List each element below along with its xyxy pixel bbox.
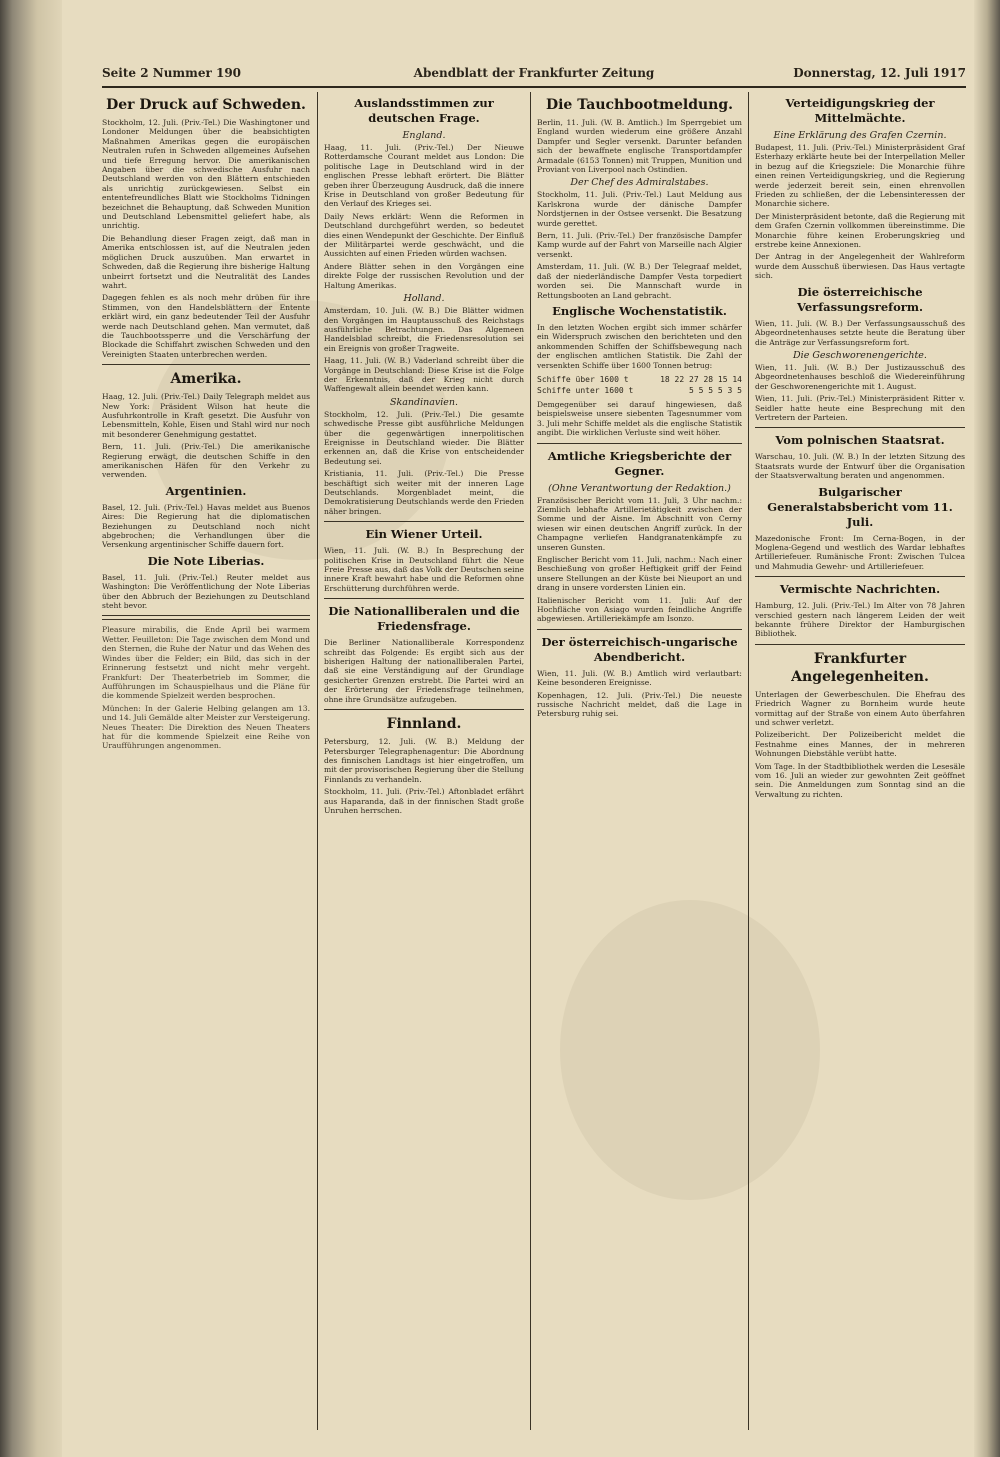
article-headline: Finnland. <box>386 716 462 733</box>
article-paragraph: Wien, 11. Juli. (Priv.-Tel.) Ministerpräsident Ritter v. Seidler hatte heute eine Besprechung mit den Vertretern der Parteien. <box>755 394 965 422</box>
article-paragraph: Daily News erklärt: Wenn die Reformen in Deutschland durchgeführt werden, so bedeutet dies einen Wendepunkt der Geschichte. Der Einfluß der Militärpartei werde geschwächt, und die Aussichten auf einen Frieden würden wachsen. <box>324 211 524 259</box>
article-paragraph: Die Behandlung dieser Fragen zeigt, daß man in Amerika entschlossen ist, auf die Neutralen jeden möglichen Druck auszuüben. Man erwartet in Schweden, daß die Regierung ihre bisherige Haltung unbeirrt fortsetzt und die Neutralität des Landes wahrt. <box>102 233 310 290</box>
article-headline: Verteidigungskrieg der Mittelmächte. <box>785 96 935 125</box>
article-paragraph: Basel, 11. Juli. (Priv.-Tel.) Reuter meldet aus Washington: Die Veröffentlichung der Note Liberias über den Abbruch der Beziehungen zu Deutschland steht bevor. <box>102 572 310 611</box>
article-paragraph: Dagegen fehlen es als noch mehr drüben für ihre Stimmen, von den Handelsblättern der Entente erklärt wird, ein ganz bedeutender Teil der Ausfuhr werde nach Deutschland gehen. Man vermutet, daß die Tauchbootssperre und die Verschärfung der Blockade die Schiffahrt zwischen Schweden und den Vereinigten Staaten unterbrechen werden. <box>102 293 310 359</box>
section-subheading: Holland. <box>403 293 445 305</box>
issue-date: Donnerstag, 12. Juli 1917 <box>793 66 966 80</box>
article-headline: Die österreichische Verfassungsreform. <box>796 284 924 314</box>
article-paragraph: Der Ministerpräsident betonte, daß die Regierung mit dem Grafen Czernin vollkommen übereinstimme. Die Monarchie führe keinen Eroberungskrieg und erstrebe keine Annexionen. <box>755 211 965 250</box>
section-subheading: England. <box>402 130 446 141</box>
column-divider <box>317 92 318 1430</box>
masthead: Abendblatt der Frankfurter Zeitung <box>413 66 655 80</box>
article-headline: Argentinien. <box>165 483 247 498</box>
feuilleton-paragraph: Pleasure mirabilis, die Ende April bei warmem Wetter. Feuilleton: Die Tage zwischen dem Mond und den Sternen, die Ruhe der Natur und das Wehen des Windes über die Felder; ein Bild, das sich in der Erinnerung festsetzt und nicht mehr vergeht. Frankfurt: Der Theaterbetrieb im Sommer, die Aufführungen im Schauspielhaus und die Pläne für die kommende Spielzeit werden besprochen. <box>102 625 310 701</box>
article-paragraph: Basel, 12. Juli. (Priv.-Tel.) Havas meldet aus Buenos Aires: Die Regierung hat die diplomatischen Beziehungen zu Deutschland noch nicht abgebrochen; die Verhandlungen über die Versenkung argentinischer Schiffe dauern fort. <box>102 502 310 550</box>
row-values: 5 5 5 5 3 5 <box>689 385 742 395</box>
section-subheading: Skandinavien. <box>389 396 459 408</box>
section-rule <box>537 629 742 630</box>
column-divider <box>748 92 749 1430</box>
article-paragraph: Haag, 11. Juli. (Priv.-Tel.) Der Nieuwe Rotterdamsche Courant meldet aus London: Die politische Lage in Deutschland wird in der englischen Presse lebhaft erörtert. Die Blätter geben ihrer Überzeugung Ausdruck, daß die innere Krise in Deutschland von großer Bedeutung für den Verlauf des Krieges sei. <box>324 143 524 209</box>
table-row <box>537 385 742 396</box>
article-headline: Bulgarischer Generalstabsbericht vom 11. Juli. <box>767 484 953 529</box>
article-paragraph: Unterlagen der Gewerbeschulen. Die Ehefrau des Friedrich Wagner zu Bornheim wurde heute vormittag auf der Straße von einem Auto überfahren und schwer verletzt. <box>755 689 965 728</box>
article-headline: Englische Wochenstatistik. <box>552 303 727 318</box>
article-headline: Die Tauchbootmeldung. <box>545 97 734 113</box>
section-rule <box>324 521 524 522</box>
section-rule <box>755 576 965 577</box>
header-rule <box>102 86 966 88</box>
section-rule <box>324 709 524 710</box>
article-paragraph: Wien, 11. Juli. (W. B.) Der Verfassungsausschuß des Abgeordnetenhauses setzte heute die Beratung über die Anträge zur Verfassungsreform fort. <box>755 318 965 347</box>
article-paragraph: Stockholm, 11. Juli. (Priv.-Tel.) Laut Meldung aus Karlskrona wurde der dänische Dampfer Nordstjernen in der Ostsee versenkt. Die Besatzung wurde gerettet. <box>537 190 742 228</box>
page-header <box>102 66 966 84</box>
article-paragraph: Polizeibericht. Der Polizeibericht meldet die Festnahme eines Mannes, der in mehreren Wohnungen Diebstähle verübt hatte. <box>755 730 965 759</box>
row-values: 18 22 27 28 15 14 <box>660 374 742 384</box>
article-paragraph: Kopenhagen, 12. Juli. (Priv.-Tel.) Die neueste russische Nachricht meldet, daß die Lage in Petersburg ruhig sei. <box>537 690 742 719</box>
column-3 <box>537 92 742 1430</box>
signature-line: Der Chef des Admiralstabes. <box>570 177 709 189</box>
article-paragraph: Andere Blätter sehen in den Vorgängen eine direkte Folge der russischen Revolution und der Haltung Amerikas. <box>324 261 524 290</box>
page-number: Seite 2 Nummer 190 <box>102 66 242 80</box>
article-paragraph: Vom Tage. In der Stadtbibliothek werden die Lesesäle vom 16. Juli an wieder zur gewohnten Zeit geöffnet sein. Die Anmeldungen zum Sonntag sind an die Verwaltung zu richten. <box>755 761 965 799</box>
article-headline: Vom polnischen Staatsrat. <box>775 433 945 448</box>
article-headline: Die Nationalliberalen und die Friedensfrage. <box>328 604 520 634</box>
article-headline: Die Note Liberias. <box>147 553 265 568</box>
article-paragraph: Wien, 11. Juli. (W. B.) In Besprechung der politischen Krise in Deutschland führt die Neue Freie Presse aus, daß das Volk der Deutschen seine innere Kraft bewahrt habe und die Reformen ohne Erschütterung durchführen werde. <box>324 546 524 593</box>
article-paragraph: Demgegenüber sei darauf hingewiesen, daß beispielsweise unsere siebenten Tagesnummer vom 3. Juli mehr Schiffe meldet als die englische Statistik angibt. Die wirklichen Verluste sind weit höher. <box>537 399 742 438</box>
row-label: Schiffe über 1600 t <box>537 374 629 384</box>
article-paragraph: Italienischer Bericht vom 11. Juli: Auf der Hochfläche von Asiago wurden feindliche Angriffe abgewiesen. Artilleriekämpfe am Isonzo. <box>537 595 742 624</box>
article-paragraph: Budapest, 11. Juli. (Priv.-Tel.) Ministerpräsident Graf Esterhazy erklärte heute bei der Interpellation Meller in bezug auf die Kriegsziele: Die Monarchie führe einen reinen Verteidigungskrieg, und die Regierung werde jederzeit bereit sein, einen ehrenvollen Frieden zu schließen, der die Lebensinteressen der Monarchie sichere. <box>755 143 965 209</box>
column-1 <box>102 92 310 1430</box>
article-headline: Der österreichisch-ungarische Abendbericht. <box>541 634 738 664</box>
article-headline: Amtliche Kriegsberichte der Gegner. <box>547 448 732 478</box>
section-rule <box>755 427 965 428</box>
article-paragraph: Wien, 11. Juli. (W. B.) Der Justizausschuß des Abgeordnetenhauses beschloß die Wiedereinführung der Geschworenengerichte mit 1. August. <box>755 362 965 391</box>
article-headline: Vermischte Nachrichten. <box>779 582 941 597</box>
article-paragraph: Stockholm, 12. Juli. (Priv.-Tel.) Die Washingtoner und Londoner Meldungen über die beabsichtigten Maßnahmen Amerikas gegen die europäischen Neutralen rufen in Schweden allgemeines Aufsehen und tiefe Erregung hervor. Die amerikanischen Angaben über die schwedische Ausfuhr nach Deutschland werden von den Blättern entschieden als unrichtig zurückgewiesen. Selbst ein ententefreundliches Blatt wie Stockholms Tidningen bezeichnet die Behauptung, daß Schweden Munition und Deutschland Lebensmittel geliefert habe, als unrichtig. <box>102 118 310 231</box>
article-paragraph: Stockholm, 12. Juli. (Priv.-Tel.) Die gesamte schwedische Presse gibt ausführliche Meldungen über die gegenwärtigen innerpolitischen Ereignisse in Deutschland wieder. Die Blätter erkennen an, daß die Krise von entscheidender Bedeutung sei. <box>324 409 524 466</box>
page-right-edge <box>974 0 1000 1457</box>
article-paragraph: Die Berliner Nationalliberale Korrespondenz schreibt das Folgende: Es ergibt sich aus der bisherigen Haltung der nationalliberalen Partei, daß sie eine Verständigung auf der Grundlage gesicherter Grenzen erstrebt. Die Partei wird an der Erörterung der Friedensfrage teilnehmen, ohne ihre Grundsätze aufzugeben. <box>324 638 524 704</box>
newspaper-page <box>84 52 968 1432</box>
article-paragraph: Warschau, 10. Juli. (W. B.) In der letzten Sitzung des Staatsrats wurde der Entwurf über die Organisation der Staatsverwaltung beraten und angenommen. <box>755 452 965 481</box>
column-2 <box>324 92 524 1430</box>
article-headline: Frankfurter Angelegenheiten. <box>791 650 929 685</box>
article-paragraph: Bern, 11. Juli. (Priv.-Tel.) Der französische Dampfer Kamp wurde auf der Fahrt von Marseille nach Algier versenkt. <box>537 231 742 259</box>
book-binding-edge <box>0 0 62 1457</box>
article-paragraph: Berlin, 11. Juli. (W. B. Amtlich.) Im Sperrgebiet um England wurden wiederum eine größere Anzahl Dampfer und Segler versenkt. Darunter befanden sich der bewaffnete englische Transportdampfer Armadale (6153 Tonnen) mit Truppen, Munition und Proviant von Liverpool nach Ostindien. <box>537 118 742 175</box>
article-paragraph: Bern, 11. Juli. (Priv.-Tel.) Die amerikanische Regierung erwägt, die deutschen Schiffe in den amerikanischen Häfen für den Verkehr zu verwenden. <box>102 442 310 480</box>
article-paragraph: Hamburg, 12. Juli. (Priv.-Tel.) Im Alter von 78 Jahren verschied gestern nach längerem Leiden der weit bekannte frühere Direktor der Hamburgischen Bibliothek. <box>755 601 965 639</box>
column-divider <box>530 92 531 1430</box>
article-paragraph: In den letzten Wochen ergibt sich immer schärfer ein Widerspruch zwischen den berichteten und den ankommenden Schiffen der Schiffsbewegung nach der englischen amtlichen Statistik. Die Zahl der versenkten Schiffe über 1600 Tonnen betrug: <box>537 322 742 370</box>
section-subheading: Eine Erklärung des Grafen Czernin. <box>773 130 947 141</box>
section-rule <box>102 364 310 365</box>
article-headline: Ein Wiener Urteil. <box>365 527 483 542</box>
section-rule <box>755 644 965 645</box>
table-row <box>537 374 742 385</box>
section-subheading: Die Geschworenengerichte. <box>793 349 927 361</box>
article-paragraph: Der Antrag in der Angelegenheit der Wahlreform wurde dem Ausschuß überwiesen. Das Haus vertagte sich. <box>755 252 965 281</box>
article-paragraph: Amsterdam, 10. Juli. (W. B.) Die Blätter widmen den Vorgängen im Hauptausschuß des Reichstags ausführliche Betrachtungen. Das Algemeen Handelsblad schreibt, die Friedensresolution sei ein Ereignis von großer Tragweite. <box>324 306 524 353</box>
article-paragraph: Französischer Bericht vom 11. Juli, 3 Uhr nachm.: Ziemlich lebhafte Artillerietätigkeit zwischen der Somme und der Aisne. Im Abschnitt von Cerny wiesen wir einen deutschen Angriff zurück. In der Champagne verliefen Handgranatenkämpfe zu unseren Gunsten. <box>537 495 742 552</box>
article-headline: Amerika. <box>170 371 242 388</box>
article-paragraph: Petersburg, 12. Juli. (W. B.) Meldung der Petersburger Telegraphenagentur: Die Abordnung des finnischen Landtags ist hier eingetroffen, um mit der provisorischen Regierung über die Stellung Finnlands zu verhandeln. <box>324 737 524 784</box>
ship-statistics-table <box>537 374 742 396</box>
column-4 <box>755 92 965 1430</box>
section-rule <box>324 598 524 599</box>
article-paragraph: Stockholm, 11. Juli. (Priv.-Tel.) Aftonbladet erfährt aus Haparanda, daß in der finnischen Stadt große Unruhen herrschen. <box>324 787 524 815</box>
article-paragraph: Haag, 12. Juli. (Priv.-Tel.) Daily Telegraph meldet aus New York: Präsident Wilson hat heute die Ausfuhrkontrolle in Kraft gesetzt. Die Ausfuhr von Lebensmitteln, Kohle, Eisen und Stahl wird nur noch mit besonderer Genehmigung gestattet. <box>102 392 310 439</box>
article-paragraph: Wien, 11. Juli. (W. B.) Amtlich wird verlautbart: Keine besonderen Ereignisse. <box>537 668 742 688</box>
row-label: Schiffe unter 1600 t <box>537 385 634 395</box>
article-paragraph: Englischer Bericht vom 11. Juli, nachm.: Nach einer Beschießung von großer Heftigkeit griff der Feind unsere Stellungen an der Küste bei Nieuport an und drang in unsere vordersten Linien ein. <box>537 555 742 593</box>
section-subheading: (Ohne Verantwortung der Redaktion.) <box>548 482 731 494</box>
article-paragraph: Kristiania, 11. Juli. (Priv.-Tel.) Die Presse beschäftigt sich weiter mit der inneren Lage Deutschlands. Morgenbladet meint, die Demokratisierung Deutschlands werde den Frieden näher bringen. <box>324 469 524 516</box>
article-headline: Der Druck auf Schweden. <box>106 97 306 113</box>
article-paragraph: Amsterdam, 11. Juli. (W. B.) Der Telegraaf meldet, daß der niederländische Dampfer Vesta torpediert worden sei. Die Mannschaft wurde in Rettungsbooten an Land gebracht. <box>537 262 742 300</box>
article-paragraph: Haag, 11. Juli. (W. B.) Vaderland schreibt über die Vorgänge in Deutschland: Diese Krise ist die Folge der Erkenntnis, daß der Krieg nicht durch Waffengewalt allein beendet werden kann. <box>324 356 524 394</box>
article-headline: Auslandsstimmen zur deutschen Frage. <box>354 96 494 125</box>
feuilleton-paragraph: München: In der Galerie Helbing gelangen am 13. und 14. Juli Gemälde alter Meister zur Versteigerung. Neues Theater: Die Direktion des Neuen Theaters hat für die kommende Spielzeit eine Reihe von Uraufführungen angenommen. <box>102 703 310 751</box>
article-paragraph: Mazedonische Front: Im Cerna-Bogen, in der Moglena-Gegend und westlich des Wardar lebhaftes Artilleriefeuer. Rumänische Front: Zwischen Tulcea und Mahmudia Gewehr- und Artilleriefeuer. <box>755 533 965 571</box>
feuilleton-rule <box>102 615 310 620</box>
section-rule <box>537 443 742 444</box>
